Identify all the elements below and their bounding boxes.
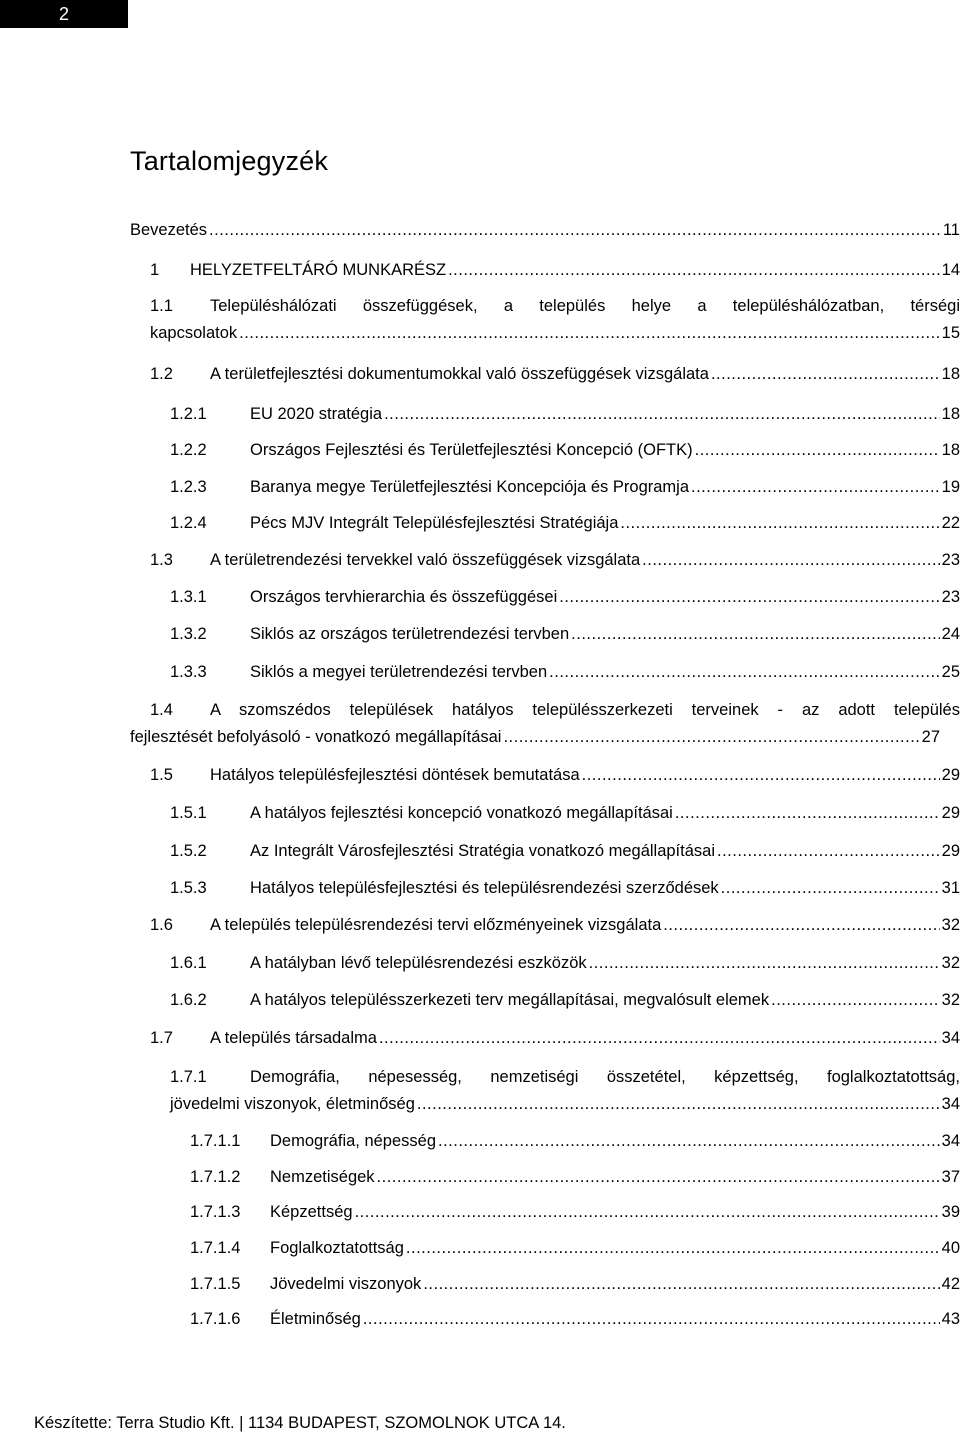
toc-entry[interactable] — [170, 513, 960, 533]
toc-entry-page: 43 — [941, 1310, 960, 1328]
toc-entry[interactable] — [170, 662, 960, 682]
toc-entry[interactable] — [150, 1028, 960, 1048]
toc-entry-page: 27 — [921, 728, 940, 746]
toc-entry-number: 1.3.3 — [170, 663, 207, 681]
toc-entry-page: 34 — [941, 1132, 960, 1150]
table-of-contents — [130, 0, 960, 1438]
toc-entry-line — [170, 841, 960, 861]
toc-entry-line — [170, 404, 960, 424]
toc-entry-line — [150, 1028, 960, 1048]
toc-entry-line — [170, 477, 960, 497]
toc-entry-page: 32 — [941, 991, 960, 1009]
toc-entry-line — [150, 700, 960, 720]
toc-entry[interactable] — [150, 550, 960, 570]
dot-leader — [559, 587, 939, 607]
toc-entry-title: Demográfia, népesség — [270, 1132, 437, 1150]
toc-entry-page: 25 — [941, 663, 960, 681]
toc-entry-page: 29 — [941, 842, 960, 860]
toc-entry-line — [170, 990, 960, 1010]
dot-leader — [549, 662, 939, 682]
toc-entry-title: Bevezetés — [130, 221, 208, 239]
toc-entry-page: 23 — [941, 551, 960, 569]
toc-entry-number: 1.4 — [150, 701, 173, 719]
toc-entry-page: 29 — [941, 804, 960, 822]
toc-entry[interactable] — [190, 1309, 960, 1329]
toc-entry-page: 18 — [941, 441, 960, 459]
toc-entry-line — [190, 1131, 960, 1151]
toc-entry-page: 31 — [941, 879, 960, 897]
toc-entry-line — [190, 1202, 960, 1222]
toc-entry[interactable] — [150, 765, 960, 785]
toc-entry-title: Hatályos településfejlesztési döntések bemutatása — [210, 766, 580, 784]
toc-entry[interactable] — [170, 953, 960, 973]
toc-entry-number: 1.6 — [150, 916, 173, 934]
toc-entry[interactable] — [170, 803, 960, 823]
toc-entry-line — [190, 1167, 960, 1187]
toc-entry-title: A hatályos fejlesztési koncepció vonatkozó megállapításai — [250, 804, 673, 822]
toc-entry-title: A szomszédos települések hatályos településszerkezeti terveinek - az adott település — [210, 701, 960, 719]
toc-entry-line — [170, 440, 960, 460]
dot-leader — [438, 1131, 940, 1151]
toc-entry-page: 40 — [941, 1239, 960, 1257]
toc-entry[interactable] — [170, 1067, 960, 1114]
dot-leader — [589, 953, 940, 973]
toc-entry-number: 1.5 — [150, 766, 173, 784]
toc-entry-title: Baranya megye Területfejlesztési Koncepciója és Programja — [250, 478, 690, 496]
dot-leader — [620, 513, 939, 533]
toc-entry-page: 11 — [942, 221, 960, 239]
toc-entry-line — [170, 1094, 960, 1114]
toc-entry[interactable] — [190, 1274, 960, 1294]
dot-leader — [448, 260, 940, 280]
toc-entry-line — [150, 550, 960, 570]
dot-leader — [675, 803, 940, 823]
toc-entry-page: 19 — [941, 478, 960, 496]
toc-entry[interactable] — [170, 477, 960, 497]
dot-leader — [355, 1202, 940, 1222]
toc-entry[interactable] — [170, 440, 960, 460]
dot-leader — [239, 323, 940, 343]
toc-entry-line — [170, 513, 960, 533]
toc-entry-page: 39 — [941, 1203, 960, 1221]
toc-entry-line — [170, 953, 960, 973]
toc-entry-line — [170, 624, 960, 644]
dot-leader — [209, 220, 941, 240]
toc-entry-line — [150, 364, 960, 384]
toc-entry-number: 1.5.3 — [170, 879, 207, 897]
toc-entry-number: 1.7.1.3 — [190, 1203, 241, 1221]
toc-entry-title: A hatályos településszerkezeti terv megállapításai, megvalósult elemek — [250, 991, 770, 1009]
toc-entry-title: Pécs MJV Integrált Településfejlesztési Stratégiája — [250, 514, 619, 532]
toc-entry-line — [170, 1067, 960, 1087]
toc-entry-page: 18 — [941, 405, 960, 423]
dot-leader — [503, 727, 919, 747]
toc-entry[interactable] — [190, 1238, 960, 1258]
toc-entry-page: 18 — [941, 365, 960, 383]
toc-entry-number: 1.5.2 — [170, 842, 207, 860]
toc-entry-number: 1.6.2 — [170, 991, 207, 1009]
toc-entry-page: 23 — [941, 588, 960, 606]
toc-entry-line — [150, 915, 960, 935]
toc-entry-line — [130, 220, 960, 240]
toc-entry-line — [170, 662, 960, 682]
toc-entry-number: 1 — [150, 261, 160, 279]
dot-leader — [711, 364, 940, 384]
toc-entry-number: 1.5.1 — [170, 804, 207, 822]
toc-entry-page: 34 — [941, 1095, 960, 1113]
page-number-badge — [0, 0, 128, 28]
toc-entry-number: 1.7.1.5 — [190, 1275, 241, 1293]
toc-entry[interactable] — [170, 404, 960, 424]
toc-heading: Tartalomjegyzék — [130, 146, 329, 176]
toc-entry-number: 1.7.1.1 — [190, 1132, 241, 1150]
toc-entry-number: 1.3 — [150, 551, 173, 569]
dot-leader — [406, 1238, 940, 1258]
toc-entry-line — [150, 765, 960, 785]
toc-entry[interactable] — [130, 700, 960, 747]
toc-entry-page: 24 — [941, 625, 960, 643]
toc-entry-title: Foglalkoztatottság — [270, 1239, 404, 1257]
toc-entry-title: Nemzetiségek — [270, 1168, 375, 1186]
toc-entry-line — [190, 1238, 960, 1258]
toc-entry-title-continued: fejlesztését befolyásoló - vonatkozó megállapításai — [130, 728, 502, 746]
toc-entry-line — [170, 587, 960, 607]
toc-entry-title: Településhálózati összefüggések, a település helye a településhálózatban, térségi — [210, 297, 960, 315]
toc-entry[interactable] — [170, 878, 960, 898]
toc-entry[interactable] — [170, 841, 960, 861]
toc-entry-title: A területfejlesztési dokumentumokkal való összefüggések vizsgálata — [210, 365, 709, 383]
toc-entry-title: Az Integrált Városfejlesztési Stratégia vonatkozó megállapításai — [250, 842, 715, 860]
dot-leader — [721, 878, 940, 898]
toc-entry-line — [170, 878, 960, 898]
dot-leader — [377, 1167, 940, 1187]
toc-entry-title: Siklós a megyei területrendezési tervben — [250, 663, 548, 681]
toc-entry-page: 37 — [941, 1168, 960, 1186]
toc-entry-page: 34 — [941, 1029, 960, 1047]
toc-entry-title: A település társadalma — [210, 1029, 377, 1047]
toc-entry-number: 1.2.3 — [170, 478, 207, 496]
toc-entry-number: 1.6.1 — [170, 954, 207, 972]
toc-entry-page: 22 — [941, 514, 960, 532]
toc-entry-title: Demográfia, népesesség, nemzetiségi összetétel, képzettség, foglalkoztatottság, — [250, 1068, 960, 1086]
toc-entry[interactable] — [170, 990, 960, 1010]
dot-leader — [582, 765, 940, 785]
toc-entry-title: Siklós az országos területrendezési tervben — [250, 625, 570, 643]
dot-leader — [571, 624, 939, 644]
dot-leader — [417, 1094, 940, 1114]
toc-entry[interactable] — [150, 296, 960, 343]
toc-entry[interactable] — [150, 915, 960, 935]
toc-entry-title: Országos tervhierarchia és összefüggései — [250, 588, 558, 606]
toc-entry-number: 1.2 — [150, 365, 173, 383]
dot-leader — [717, 841, 940, 861]
dot-leader — [663, 915, 939, 935]
toc-entry-number: 1.2.2 — [170, 441, 207, 459]
toc-entry-number: 1.1 — [150, 297, 173, 315]
toc-entry-title: Jövedelmi viszonyok — [270, 1275, 422, 1293]
toc-entry-number: 1.2.1 — [170, 405, 207, 423]
toc-entry[interactable] — [190, 1131, 960, 1151]
toc-entry-title: HELYZETFELTÁRÓ MUNKARÉSZ — [190, 261, 447, 279]
toc-entry-line — [150, 296, 960, 316]
toc-entry-line — [190, 1274, 960, 1294]
toc-entry-title: Képzettség — [270, 1203, 353, 1221]
page-number: 2 — [58, 3, 69, 24]
toc-entry-title: A hatályban lévő településrendezési eszközök — [250, 954, 587, 972]
toc-entry-number: 1.7 — [150, 1029, 173, 1047]
toc-entry-line — [130, 727, 940, 747]
toc-entry-number: 1.2.4 — [170, 514, 207, 532]
toc-entry-line — [170, 803, 960, 823]
toc-entry[interactable] — [130, 220, 960, 240]
toc-entry-number: 1.3.2 — [170, 625, 207, 643]
toc-entry-number: 1.7.1 — [170, 1068, 207, 1086]
toc-entry-page: 32 — [941, 916, 960, 934]
toc-entry-number: 1.3.1 — [170, 588, 207, 606]
toc-entry-title: Életminőség — [270, 1310, 361, 1328]
toc-entry-number: 1.7.1.2 — [190, 1168, 241, 1186]
toc-entry-title: Országos Fejlesztési és Területfejlesztési Koncepció (OFTK) — [250, 441, 693, 459]
toc-entry[interactable] — [170, 624, 960, 644]
toc-entry[interactable] — [190, 1202, 960, 1222]
toc-entry-title: A település településrendezési tervi előzményeinek vizsgálata — [210, 916, 662, 934]
dot-leader — [363, 1309, 940, 1329]
toc-entry-number: 1.7.1.4 — [190, 1239, 241, 1257]
toc-entry-number: 1.7.1.6 — [190, 1310, 241, 1328]
toc-entry-page: 32 — [941, 954, 960, 972]
toc-entry-line — [190, 1309, 960, 1329]
dot-leader — [423, 1274, 939, 1294]
toc-entry-line — [150, 260, 960, 280]
dot-leader — [379, 1028, 940, 1048]
toc-entry-title: Hatályos településfejlesztési és településrendezési szerződések — [250, 879, 719, 897]
dot-leader — [771, 990, 940, 1010]
dot-leader — [691, 477, 940, 497]
toc-entry-title: EU 2020 stratégia — [250, 405, 383, 423]
toc-entry[interactable] — [150, 364, 960, 384]
dot-leader — [642, 550, 939, 570]
toc-entry-page: 14 — [941, 261, 960, 279]
toc-entry-line — [150, 323, 960, 343]
footer: Készítette: Terra Studio Kft. | 1134 BUDAPEST, SZOMOLNOK UTCA 14. — [34, 1414, 566, 1432]
toc-entry[interactable] — [190, 1167, 960, 1187]
toc-entry-page: 15 — [941, 324, 960, 342]
toc-entry-title: A területrendezési tervekkel való összefüggések vizsgálata — [210, 551, 641, 569]
toc-entry-page: 42 — [941, 1275, 960, 1293]
toc-entry-title-continued: jövedelmi viszonyok, életminőség — [170, 1095, 415, 1113]
toc-entry-title-continued: kapcsolatok — [150, 324, 238, 342]
dot-leader — [384, 404, 940, 424]
toc-entry[interactable] — [170, 587, 960, 607]
toc-entry-page: 29 — [941, 766, 960, 784]
dot-leader — [695, 440, 940, 460]
toc-entry[interactable] — [150, 260, 960, 280]
